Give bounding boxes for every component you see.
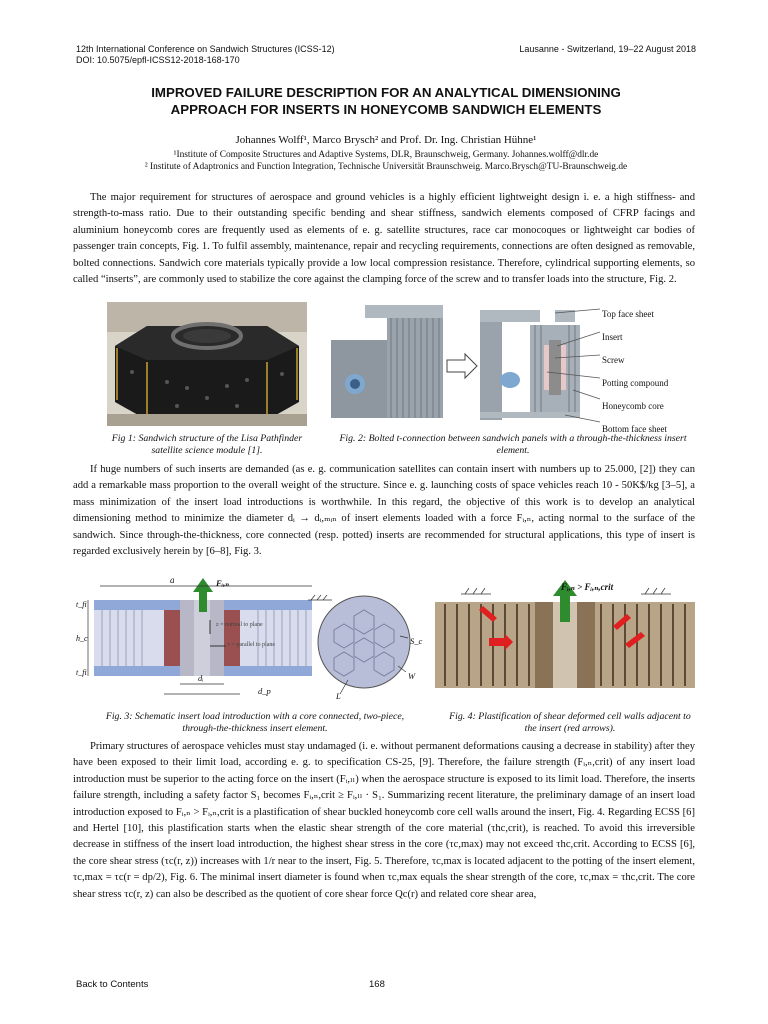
fig2-label-screw: Screw [602,355,625,365]
back-to-contents-link[interactable]: Back to Contents [76,979,149,990]
paragraph-2-text: If huge numbers of such inserts are demanded (as e. g. communication satellites can contain insert with numbers up to 25.000, [2]) they can add a remarkable mass proportion to the overall weight of the structure. Since e. g. launching costs of space vehicles reach 10 - 50K$/kg [3–5], a mass minimization of the insert load introductions is worthwhile. In this regard, the objective of this work is to develop an analytical dimensioning method to minimize the diameter dᵢ → dᵢ,ₘᵢₙ of insert elements loaded with a force Fᵢ,ₙ, acting normal to the surface of the sandwich. Since through-the-thickness, core connected (resp. potted) inserts are recommended for structural applications, this type of insert is regarded exclusively herein by [6–8], Fig. 3. [73,464,695,558]
fig4-plastification-photo [435,578,695,692]
fig1-satellite-photo [107,302,307,426]
fig3-caption: Fig. 3: Schematic insert load introduction with a core connected, two-piece, through-the-thickness insert element. [105,711,405,734]
title-line-2: APPROACH FOR INSERTS IN HONEYCOMB SANDWICH ELEMENTS [170,102,602,117]
fig3-label-force: Fᵢ,ₙ [216,578,230,588]
fig3-label-sc: S_c [410,636,423,646]
fig3-label-a: a [170,575,175,585]
fig3-label-di: dᵢ [198,673,204,683]
fig3-label-tf-top: t_fi [76,600,87,609]
affiliation-2: ² Institute of Adaptronics and Function Integration, Technische Universität Braunschweig. Marco.Brysch@TU-Braunschweig.de [144,162,628,172]
location-date: Lausanne - Switzerland, 19–22 August 2018 [519,44,696,54]
fig2-label-honeycomb: Honeycomb core [602,401,664,411]
affiliations [76,149,696,173]
paragraph-1 [73,190,695,288]
paragraph-3 [73,739,695,903]
fig3-label-dp: d_p [258,686,271,696]
fig2-labels [602,303,668,441]
conference-name: 12th International Conference on Sandwich Structures (ICSS-12) [76,44,335,54]
fig2-caption: Fig. 2: Bolted t-connection between sandwich panels with a through-the-thickness insert element. [339,433,687,456]
affiliation-1: ¹Institute of Composite Structures and Adaptive Systems, DLR, Braunschweig, Germany. Johannes.wolff@dlr.de [173,150,599,160]
fig3-label-w: W [408,671,416,681]
fig2-label-top-face: Top face sheet [602,309,654,319]
doi: DOI: 10.5075/epfl-ICSS12-2018-168-170 [76,55,240,65]
fig3-label-l: L [336,691,341,701]
fig4-caption: Fig. 4: Plastification of shear deformed cell walls adjacent to the insert (red arrows). [449,711,691,734]
fig2-label-bottom-face: Bottom face sheet [602,424,667,434]
fig3-label-z: z = normal to plane [216,622,263,628]
fig1-caption: Fig 1: Sandwich structure of the Lisa Pathfinder satellite science module [1]. [111,433,303,456]
authors: Johannes Wolff¹, Marco Brysch² and Prof. Dr. Ing. Christian Hühne¹ [235,134,537,146]
paper-title [76,84,696,118]
fig3-insert-schematic [76,575,423,706]
fig2-label-potting: Potting compound [602,378,669,388]
title-line-1: IMPROVED FAILURE DESCRIPTION FOR AN ANALYTICAL DIMENSIONING [151,85,621,100]
paragraph-3-text: Primary structures of aerospace vehicles must stay undamaged (i. e. without permanent deformations causing a decrease in stability) after they have been exposed to their limit load, according e. g. to specification CS-25, [9]. Therefore, the failure strength (Fᵢ,ₙ,crit) of any insert load introduction must be superior to the acting force on the insert (Fᵢ,ₗₗ) when the aerospace structure is exposed to its limit load. Therefore, the inserts failure strength, including a safety factor S₁ becomes Fᵢ,ₙ,crit ≥ Fᵢ,ₗₗ · S₁. Summarizing recent literature, the preliminary damage of an insert load introduction exposed to Fᵢ,ₙ > Fᵢ,ₙ,crit is a plastification of shear buckled honeycomb core cell walls around the insert, Fig. 4. Regarding ECSS [6] and Hertel [10], this plastification starts when the elastic shear strength of the core material (τhc,crit), is reached. To avoid this irreversible decrease in stiffness of the insert load introduction, the highest shear stress in the core (τc,max) may not exceed τhc,crit. According to ECSS [6], the core shear stress (τc(r, z)) increases with 1/r near to the insert, Fig. 5. Therefore, τc,max is located adjacent to the potting of the insert element, τc,max = τc(r = dp/2), Fig. 6. The minimal insert diameter is found when τc,max equals the shear strength of the core, τc,max = τhc,crit. The core shear stress τc(r, z) can also be described as the quotient of core shear force Qc(r) and related core shear area, [73,741,695,900]
fig3-label-r: r = parallel to plane [228,642,276,648]
fig3-label-tf-bottom: t_fi [76,668,87,677]
page-number: 168 [369,979,385,990]
fig4-label-force: Fᵢ,ₙ > Fᵢ,ₙ,crit [561,582,614,592]
fig2-bolted-connection [325,300,700,434]
paragraph-1-text: The major requirement for structures of aerospace and ground vehicles is a highly efficient lightweight design i. e. a high stiffness- and strength-to-mass ratio. Due to their outstanding specific bending and shear stiffness, sandwich elements composed of CFRP facings and aluminium honeycomb cores are frequently used as elements of e. g. satellite structures, race car monocoques or lightweight car bodies of passenger train concepts, Fig. 1. To fulfil assembly, maintenance, repair and recycling requirements, connections are often designed as removable, bolted connections. Sandwich core materials typically provide a low local compression resistance. Therefore, cylindrical supporting elements, so called “inserts”, are commonly used to stabilize the core against the clamping force of the screw and to transfer loads into the structure, Fig. 2. [73,192,695,286]
paragraph-2 [73,462,695,560]
fig3-label-hc: h_c [76,634,88,643]
fig2-label-insert: Insert [602,332,623,342]
